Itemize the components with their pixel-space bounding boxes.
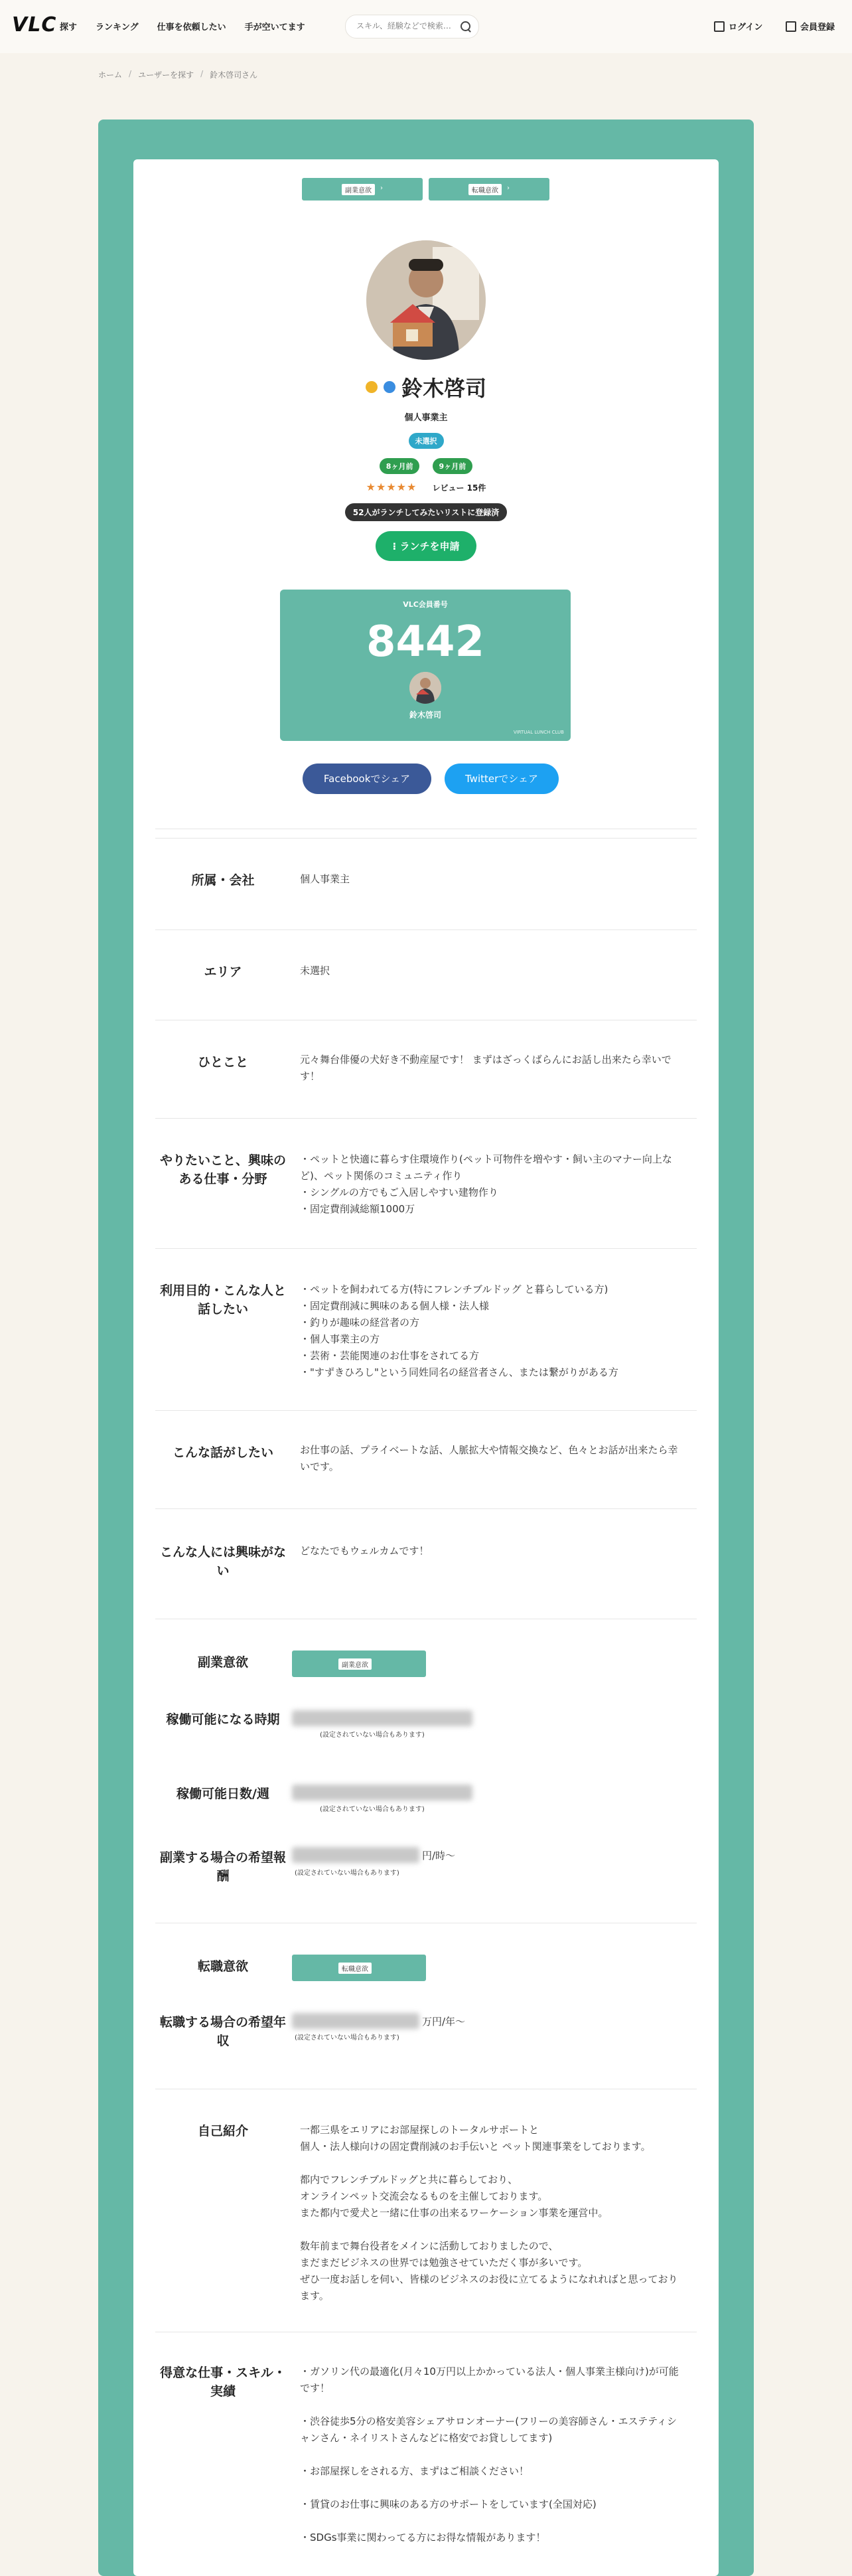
breadcrumb-separator: / — [129, 69, 132, 78]
available-days-label: 稼働可能日数/週 — [177, 1787, 269, 1801]
purpose-value: ・ペットを飼われてる方(特にフレンチブルドッグ と暮らしている方) ・固定費削減に興味のある個人様・法人様 ・釣りが趣味の経営者の方 ・個人事業主の方 ・芸術・芸能関連のお仕事をされてる方 ・"すずきひろし"という同姓同名の経営者さん、または繋がりがある方 — [300, 1283, 618, 1378]
member-avatar-image — [409, 672, 441, 704]
want-label: やりたいこと、興味のある仕事・分野 — [159, 1153, 286, 1186]
facebook-share-button[interactable]: Facebookでシェア — [303, 764, 431, 794]
job-change-status-label: 転職意欲 — [338, 1963, 372, 1974]
gold-badge-icon — [366, 381, 378, 393]
member-card — [280, 590, 571, 741]
activity-row — [0, 458, 852, 474]
breadcrumb-users[interactable]: ユーザーを探す — [138, 70, 194, 80]
search-input[interactable] — [355, 21, 457, 31]
breadcrumb-home[interactable]: ホーム — [98, 70, 123, 80]
area-value: 未選択 — [300, 965, 330, 977]
salary-unit: 万円/年〜 — [422, 2016, 466, 2028]
lunch-list-row — [0, 503, 852, 521]
breadcrumb — [98, 69, 257, 80]
status-row — [0, 433, 852, 449]
site-logo[interactable]: VLC — [12, 13, 57, 37]
skill-label: 得意な仕事・スキル・実績 — [160, 2366, 286, 2399]
divider — [155, 1118, 697, 1119]
no-interest-label: こんな人には興味がない — [159, 1545, 286, 1578]
job-change-tag-label: 転職意欲 — [468, 184, 502, 195]
divider — [155, 1410, 697, 1411]
intro-label: 自己紹介 — [197, 2124, 248, 2138]
user-name: 鈴木啓司 — [401, 376, 487, 401]
member-card-label: VLC会員番号 — [403, 600, 448, 609]
breadcrumb-current: 鈴木啓司さん — [210, 70, 258, 80]
member-card-brand: VIRTUAL LUNCH CLUB — [513, 730, 564, 735]
search-box — [345, 15, 479, 39]
search-icon[interactable] — [461, 21, 470, 31]
unset-note: (設定されていない場合もあります) — [295, 1870, 399, 1877]
side-job-status-label: 副業意欲 — [338, 1658, 372, 1670]
activity-badge: 8ヶ月前 — [380, 458, 420, 474]
side-job-tag — [302, 178, 423, 201]
nav-available[interactable]: 手が空いてます — [244, 23, 305, 33]
review-count[interactable]: レビュー 15件 — [432, 483, 486, 493]
want-value: ・ペットと快適に暮らす住環境作り(ペット可物件を増やす・飼い主のマナー向上など)、ペット関係のコミュニティ作り ・シングルの方でもご入居しやすい建物作り ・固定費削減総額1000万 — [300, 1153, 672, 1215]
lunch-request-label: ランチを申請 — [399, 540, 460, 552]
hidden-value — [292, 2013, 419, 2029]
hidden-value — [292, 1785, 472, 1801]
available-period-label: 稼働可能になる時期 — [166, 1712, 280, 1727]
avatar-image — [366, 240, 486, 360]
fee-unit: 円/時〜 — [422, 1850, 456, 1862]
company-value: 個人事業主 — [300, 873, 350, 885]
company-label: 所属・会社 — [191, 873, 255, 888]
edit-icon — [786, 21, 796, 32]
divider — [155, 1508, 697, 1509]
area-label: エリア — [204, 965, 242, 979]
register-label: 会員登録 — [800, 23, 835, 33]
job-change-status-tag — [292, 1955, 426, 1981]
activity-badge: 9ヶ月前 — [433, 458, 473, 474]
skill-value: ・ガソリン代の最適化(月々10万円以上かかっている法人・個人事業主様向け)が可能です！ ・渋谷徒歩5分の格安美容シェアサロンオーナー(フリーの美容師さん・エステティシャンさん・ネイリストさんなどに格安でお貸ししてます) ・お部屋探しをされる方、まずはご相談ください！ ・賃貸のお仕事に興味のある方のサポートをしています(全国対応) ・SDGs事業に関わってる方にお得な情報があります！ — [300, 2366, 679, 2543]
member-name: 鈴木啓司 — [409, 710, 441, 720]
member-number: 8442 — [366, 617, 485, 667]
info-icon: › — [380, 185, 383, 192]
login-link[interactable] — [714, 20, 762, 33]
unset-note: (設定されていない場合もあります) — [295, 2034, 399, 2042]
lunch-list-count: 52人がランチしてみたいリストに登録済 — [345, 503, 507, 521]
site-header — [0, 0, 852, 53]
info-icon: › — [507, 185, 510, 192]
area-badge: 未選択 — [409, 433, 444, 449]
login-icon — [714, 21, 725, 32]
talk-label: こんな話がしたい — [172, 1445, 273, 1460]
intro-value: 一都三県をエリアにお部屋探しのトータルサポートと 個人・法人様向けの固定費削減のお手伝いと ペット関連事業をしております。 都内でフレンチブルドッグと共に暮らしており、 オンラインペット交流会なるものを主催しております。 また都内で愛犬と一緒に仕事の出来るワーケーション事業を運営中。 数年前まで舞台役者をメインに活動しておりましたので、 まだまだビジネスの世界では勉強させていただく事が多いです。 ぜひ一度お話しを伺い、皆様のビジネスのお役に立てるようになれればと思っております。 — [300, 2124, 678, 2302]
nav-request-work[interactable]: 仕事を依頼したい — [157, 23, 226, 33]
unset-note: (設定されていない場合もあります) — [320, 1806, 425, 1813]
avatar — [366, 240, 486, 360]
rating-row — [0, 481, 852, 493]
comment-label: ひとこと — [197, 1055, 248, 1070]
salary-label: 転職する場合の希望年収 — [159, 2015, 286, 2048]
hidden-value — [292, 1847, 419, 1863]
star-rating-icon: ★★★★★ — [366, 481, 417, 493]
name-row — [0, 372, 852, 402]
job-change-tag — [429, 178, 549, 201]
breadcrumb-separator: / — [200, 69, 204, 78]
lunch-request-button[interactable] — [376, 531, 477, 561]
login-label: ログイン — [729, 23, 763, 33]
divider — [155, 838, 697, 839]
fee-label: 副業する場合の希望報酬 — [159, 1850, 286, 1884]
side-job-label: 副業意欲 — [197, 1655, 248, 1670]
comment-value: 元々舞台俳優の犬好き不動産屋です！ まずはざっくばらんにお話し出来たら幸いです！ — [300, 1054, 672, 1082]
purpose-label: 利用目的・こんな人と話したい — [159, 1283, 286, 1317]
nav-search[interactable]: 探す — [60, 23, 78, 33]
plus-icon: ⁝ — [392, 540, 400, 552]
job-change-label: 転職意欲 — [197, 1959, 248, 1974]
verified-icon — [384, 381, 395, 393]
nav-ranking[interactable]: ランキング — [96, 23, 139, 33]
user-title: 個人事業主 — [404, 413, 448, 423]
member-avatar — [409, 672, 441, 704]
divider — [155, 1248, 697, 1249]
register-link[interactable] — [786, 20, 835, 33]
divider — [155, 929, 697, 930]
twitter-share-button[interactable]: Twitterでシェア — [445, 764, 559, 794]
lunch-button-row — [0, 531, 852, 561]
hidden-value — [292, 1710, 472, 1726]
no-interest-value: どなたでもウェルカムです！ — [300, 1545, 429, 1557]
talk-value: お仕事の話、プライベートな話、人脈拡大や情報交換など、色々とお話が出来たら幸いです。 — [300, 1444, 678, 1473]
side-job-tag-label: 副業意欲 — [342, 184, 375, 195]
unset-note: (設定されていない場合もあります) — [320, 1731, 425, 1739]
side-job-status-tag — [292, 1650, 426, 1677]
main-nav — [60, 20, 305, 33]
